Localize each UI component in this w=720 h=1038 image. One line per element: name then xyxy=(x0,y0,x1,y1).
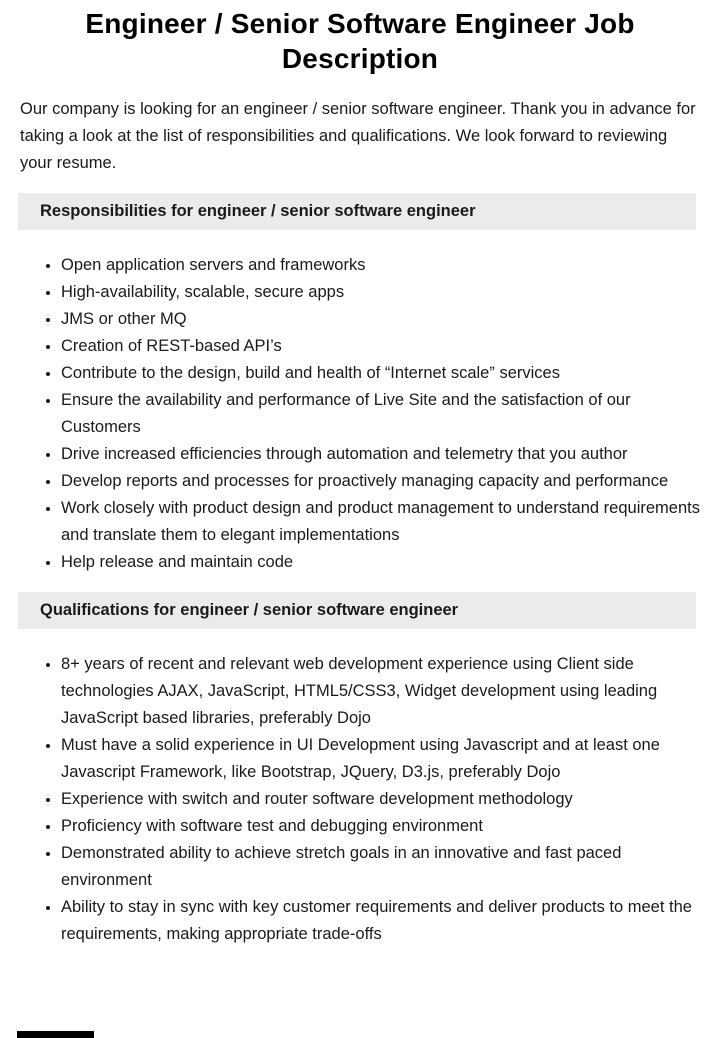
list-item: • Contribute to the design, build and health of “Internet scale” services xyxy=(61,360,700,387)
responsibilities-list xyxy=(20,252,700,576)
list-item: • Experience with switch and router software development methodology xyxy=(61,786,700,813)
list-item: • Ability to stay in sync with key customer requirements and deliver products to meet the requirements, making appropriate trade-offs xyxy=(61,894,700,948)
qualifications-list xyxy=(20,651,700,948)
list-item: • Work closely with product design and product management to understand requirements and translate them to elegant implementations xyxy=(61,495,700,549)
list-item: • Help release and maintain code xyxy=(61,549,700,576)
list-item: • Drive increased efficiencies through automation and telemetry that you author xyxy=(61,441,700,468)
page-title: Engineer / Senior Software Engineer Job Description xyxy=(85,8,635,74)
list-item: • High-availability, scalable, secure apps xyxy=(61,279,700,306)
list-item: • Develop reports and processes for proactively managing capacity and performance xyxy=(61,468,700,495)
list-item: • Creation of REST-based API’s xyxy=(61,333,700,360)
list-item: • Proficiency with software test and debugging environment xyxy=(61,813,700,840)
list-item: • 8+ years of recent and relevant web development experience using Client side technologies AJAX, JavaScript, HTML5/CSS3, Widget development using leading JavaScript based libraries, preferably Dojo xyxy=(61,651,700,732)
partial-bottom-element xyxy=(17,1031,94,1038)
intro-paragraph: Our company is looking for an engineer / senior software engineer. Thank you in advance for taking a look at the list of responsibilities and qualifications. We look forward to reviewing your resume. xyxy=(20,100,696,172)
list-item: • JMS or other MQ xyxy=(61,306,700,333)
list-item: • Ensure the availability and performance of Live Site and the satisfaction of our Customers xyxy=(61,387,700,441)
qualifications-section xyxy=(0,592,720,948)
responsibilities-section xyxy=(0,193,720,576)
qualifications-heading: Qualifications for engineer / senior software engineer xyxy=(18,592,696,629)
list-item: • Demonstrated ability to achieve stretch goals in an innovative and fast paced environment xyxy=(61,840,700,894)
list-item: • Must have a solid experience in UI Development using Javascript and at least one Javascript Framework, like Bootstrap, JQuery, D3.js, preferably Dojo xyxy=(61,732,700,786)
list-item: • Open application servers and frameworks xyxy=(61,252,700,279)
responsibilities-heading: Responsibilities for engineer / senior software engineer xyxy=(18,193,696,230)
